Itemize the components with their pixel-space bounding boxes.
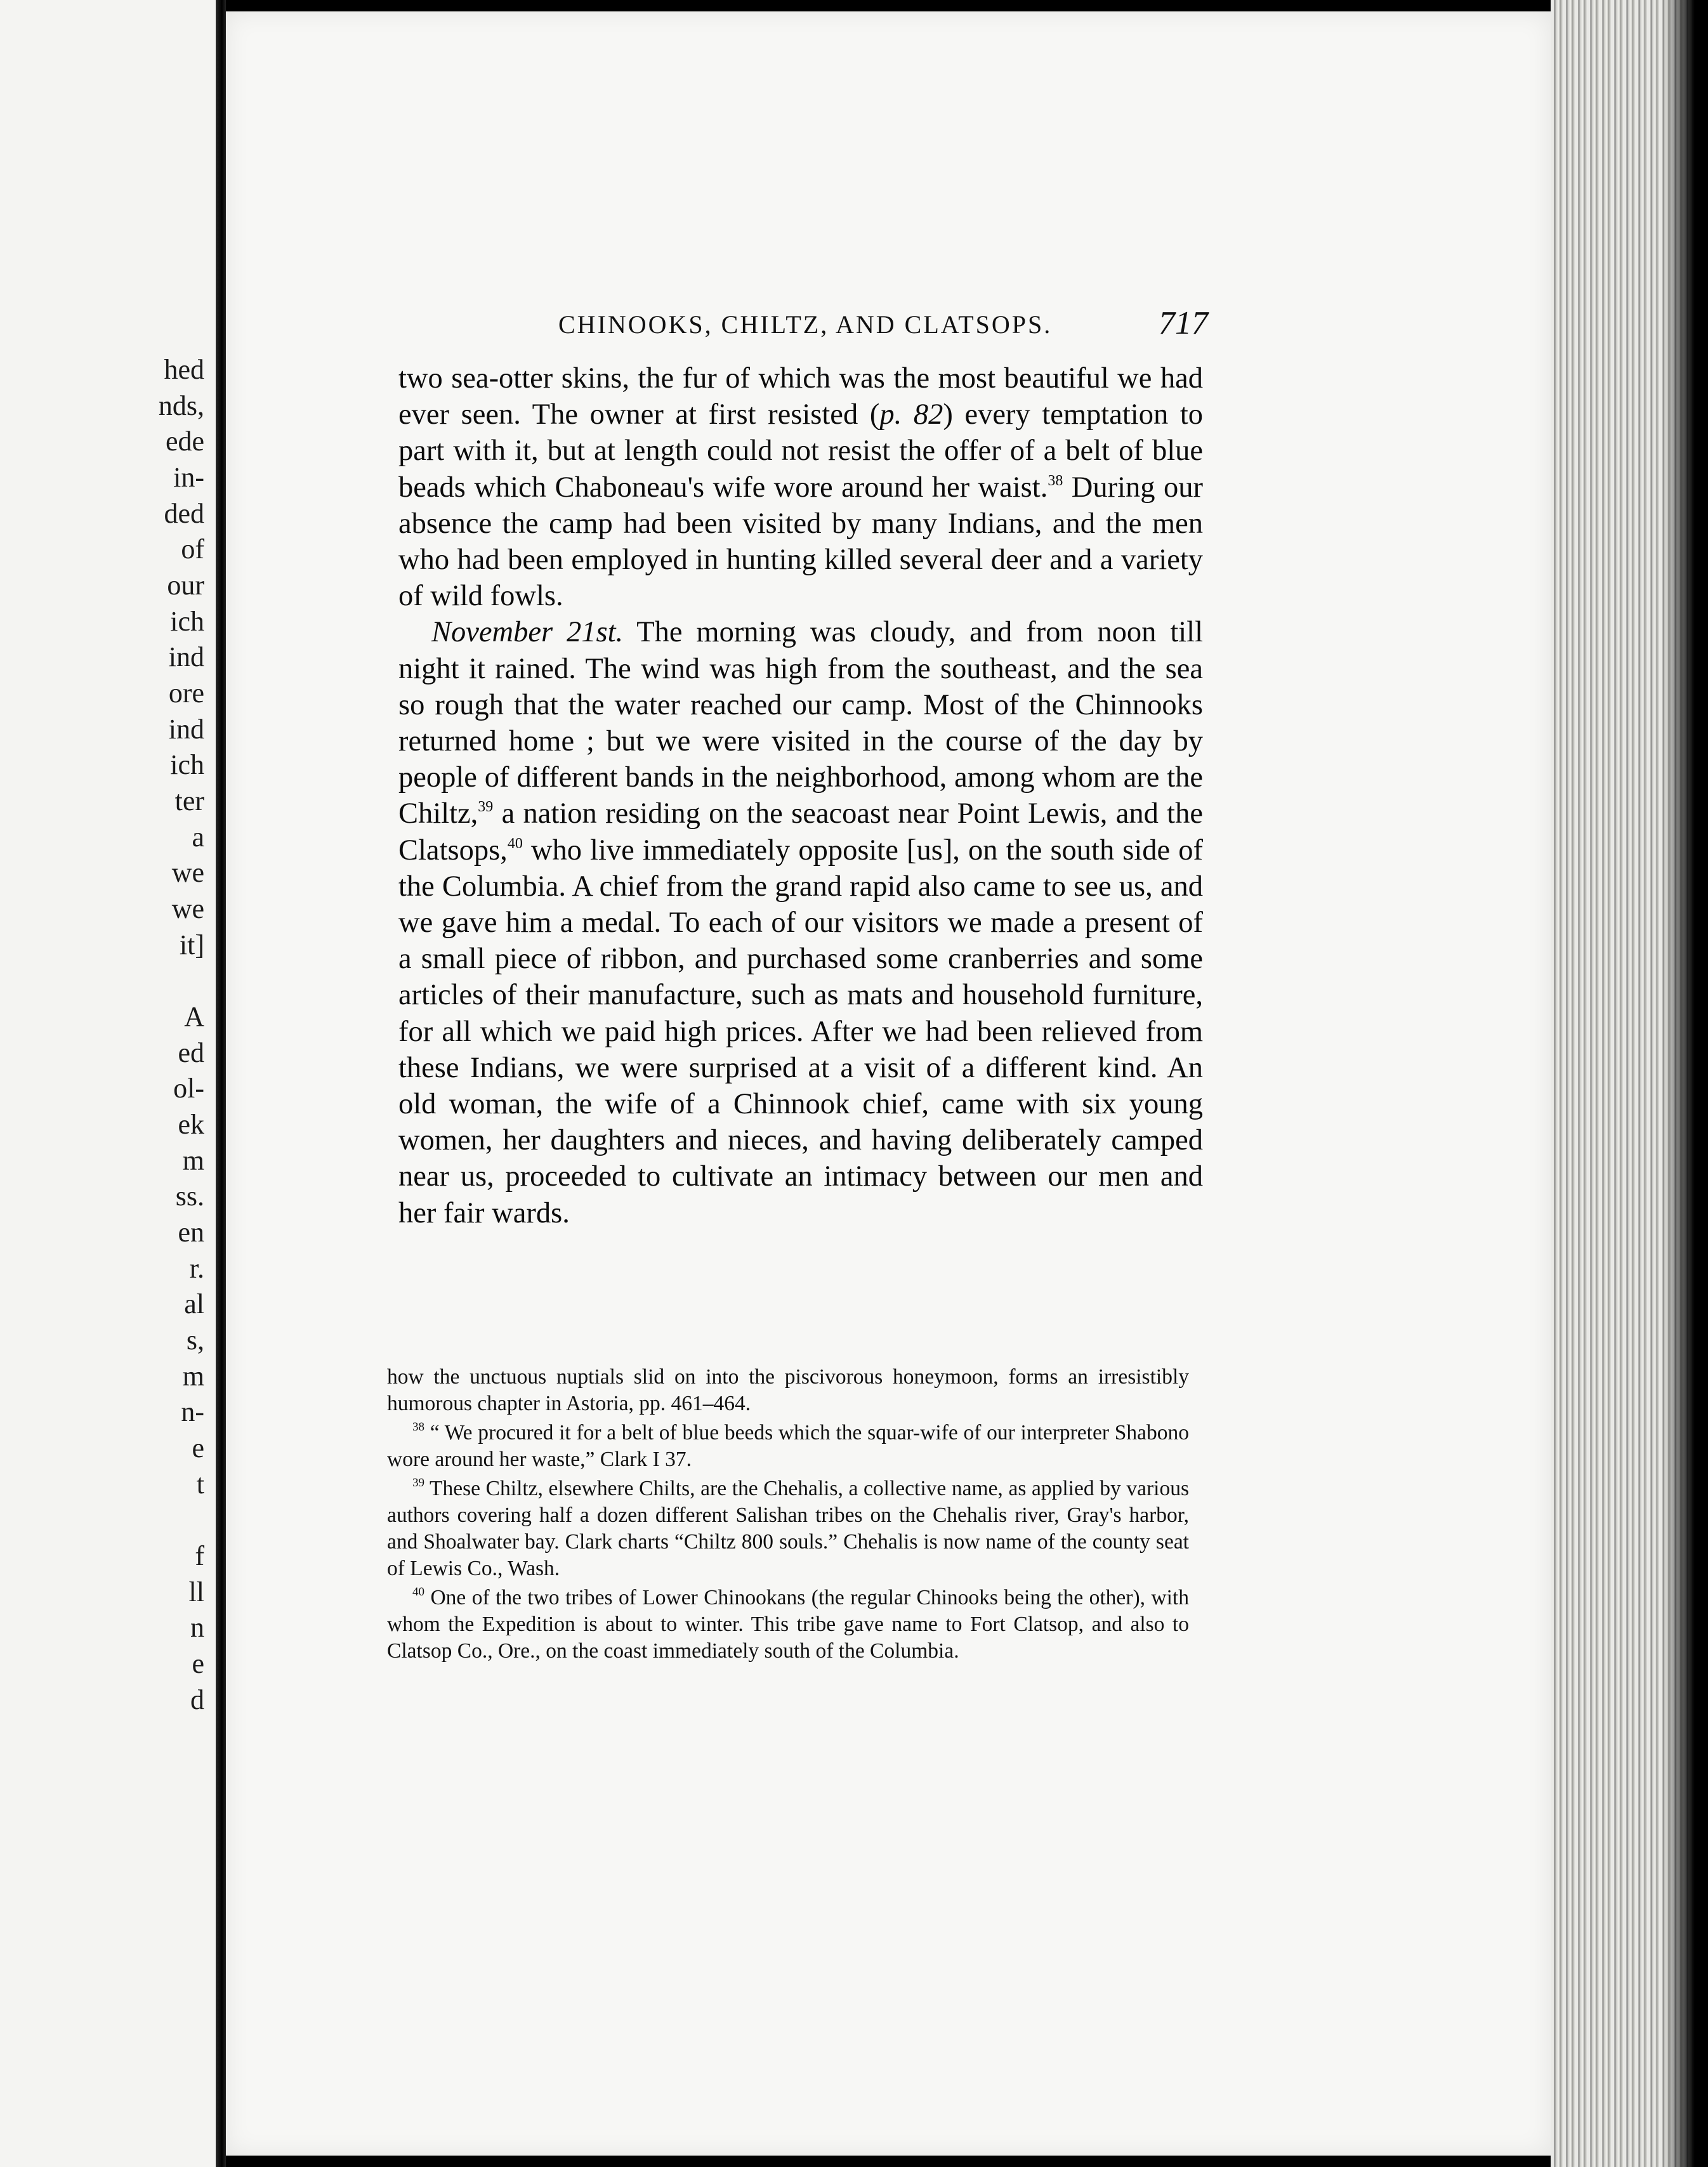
footnote-text: “ We procured it for a belt of blue beeds which the squar-wife of our interpreter Shabono wore around her waste,” Clark I 37.	[387, 1421, 1189, 1471]
footnote-marker-38: 38	[1048, 472, 1063, 489]
left-page-fragment: ind	[168, 641, 204, 672]
left-page-fragment: n-	[181, 1396, 204, 1427]
left-page-fragment: in-	[173, 462, 204, 493]
paragraph-1-text-a: two sea-otter skins, the fur of which was the most beautiful we had ever seen. The owner at first resisted (	[398, 362, 1203, 431]
previous-page-edge	[0, 0, 216, 2167]
page-number: 717	[1159, 305, 1208, 341]
body-text	[398, 360, 1203, 1231]
left-page-fragment: we	[171, 893, 204, 924]
left-page-fragment: r.	[189, 1253, 204, 1284]
footnote-marker-40: 40	[507, 835, 523, 852]
entry-date: November 21st.	[431, 616, 624, 649]
left-page-fragment: we	[171, 857, 204, 888]
footnote-39	[387, 1476, 1189, 1582]
left-page-fragment: e	[192, 1648, 204, 1679]
paragraph-2	[398, 614, 1203, 1231]
left-page-fragment: ed	[178, 1037, 204, 1068]
paragraph-1	[398, 360, 1203, 614]
left-page-fragment: it]	[179, 929, 204, 960]
left-page-fragment: d	[190, 1684, 204, 1715]
paragraph-2-text-b: a nation residing on the seacoast near Point Lewis, and the Clatsops,	[398, 797, 1203, 867]
left-page-fragment: t	[196, 1469, 204, 1500]
left-page-fragment: hed	[164, 354, 204, 385]
left-page-fragment: ss.	[175, 1181, 204, 1212]
left-page-fragment: ich	[170, 749, 204, 780]
left-page-fragment: ich	[170, 606, 204, 637]
left-page-fragment: our	[167, 570, 204, 601]
paragraph-1-text-c: During our absence the camp had been visited by many Indians, and the men who had been employed in hunting killed several deer and a variety of wild fowls.	[398, 471, 1203, 613]
left-page-fragment: ter	[174, 785, 204, 816]
footnote-text: These Chiltz, elsewhere Chilts, are the Chehalis, a collective name, as applied by various authors covering half a dozen different Salishan tribes on the Chehalis river, Gray's harbor, and Shoalwater bay. Clark charts “Chiltz 800 souls.” Chehalis is now name of the county seat of Lewis Co., Wash.	[387, 1477, 1189, 1580]
footnote-40	[387, 1585, 1189, 1665]
left-page-fragment: ind	[168, 714, 204, 745]
footnote-number: 40	[412, 1585, 424, 1599]
paragraph-2-text-a: The morning was cloudy, and from noon till night it rained. The wind was high from the southeast, and the sea so rough that the water reached our camp. Most of the Chinnooks returned home ; but we were visited in the course of the day by people of different bands in the neighborhood, among whom are the Chiltz,	[398, 616, 1204, 830]
footnote-number: 38	[412, 1420, 424, 1434]
left-page-fragment: en	[178, 1217, 204, 1248]
left-page-fragment: ek	[178, 1109, 204, 1140]
left-page-fragment: s,	[186, 1325, 204, 1356]
footnote-marker-39: 39	[478, 799, 494, 816]
footnote-text: One of the two tribes of Lower Chinookans (the regular Chinooks being the other), with whom the Expedition is about to winter. This tribe gave name to Fort Clatsop, and also to Clatsop Co., Ore., on the coast immediately south of the Columbia.	[387, 1586, 1189, 1663]
left-page-fragment: a	[192, 822, 204, 853]
left-page-fragment: nds,	[158, 390, 204, 421]
footnotes	[387, 1364, 1189, 1667]
left-page-fragment: ede	[165, 426, 204, 457]
footnote-38	[387, 1420, 1189, 1473]
left-page-fragment: n	[190, 1612, 204, 1643]
footnote-continuation: how the unctuous nuptials slid on into the piscivorous honeymoon, forms an irresistibly humorous chapter in Astoria, pp. 461–464.	[387, 1365, 1189, 1415]
left-page-fragment: ol-	[173, 1073, 204, 1104]
left-page-fragment: ore	[168, 678, 204, 709]
left-page-fragment: A	[184, 1001, 204, 1032]
book-gutter	[216, 0, 226, 2167]
left-page-fragment: ll	[188, 1576, 204, 1607]
paragraph-1-text-b: ) every temptation to part with it, but at length could not resist the offer of a belt of blue beads which Chaboneau's wife wore around her waist.	[398, 398, 1204, 504]
left-page-fragment: e	[192, 1432, 204, 1463]
left-page-fragment: al	[184, 1288, 204, 1319]
stacked-page-edges	[1551, 0, 1708, 2167]
left-page-fragment: ded	[164, 498, 204, 529]
left-page-fragment: f	[195, 1540, 204, 1571]
left-page-fragment: of	[181, 534, 204, 565]
footnote-number: 39	[412, 1476, 424, 1489]
left-page-fragment: m	[182, 1361, 204, 1392]
left-page-fragment: m	[182, 1145, 204, 1176]
paragraph-2-text-c: who live immediately opposite [us], on the south side of the Columbia. A chief from the grand rapid also came to see us, and we gave him a medal. To each of our visitors we made a present of a small piece of ribbon, and purchased some cranberries and some articles of their manufacture, such as mats and household furniture, for all which we paid high prices. After we had been relieved from these Indians, we were surprised at a visit of a different kind. An old woman, the wife of a Chinnook chief, came with six young women, her daughters and nieces, and having deliberately camped near us, proceeded to cultivate an intimacy between our men and her fair wards.	[398, 834, 1203, 1229]
running-header: CHINOOKS, CHILTZ, AND CLATSOPS.	[558, 310, 1053, 339]
page-reference: p. 82	[879, 398, 943, 431]
